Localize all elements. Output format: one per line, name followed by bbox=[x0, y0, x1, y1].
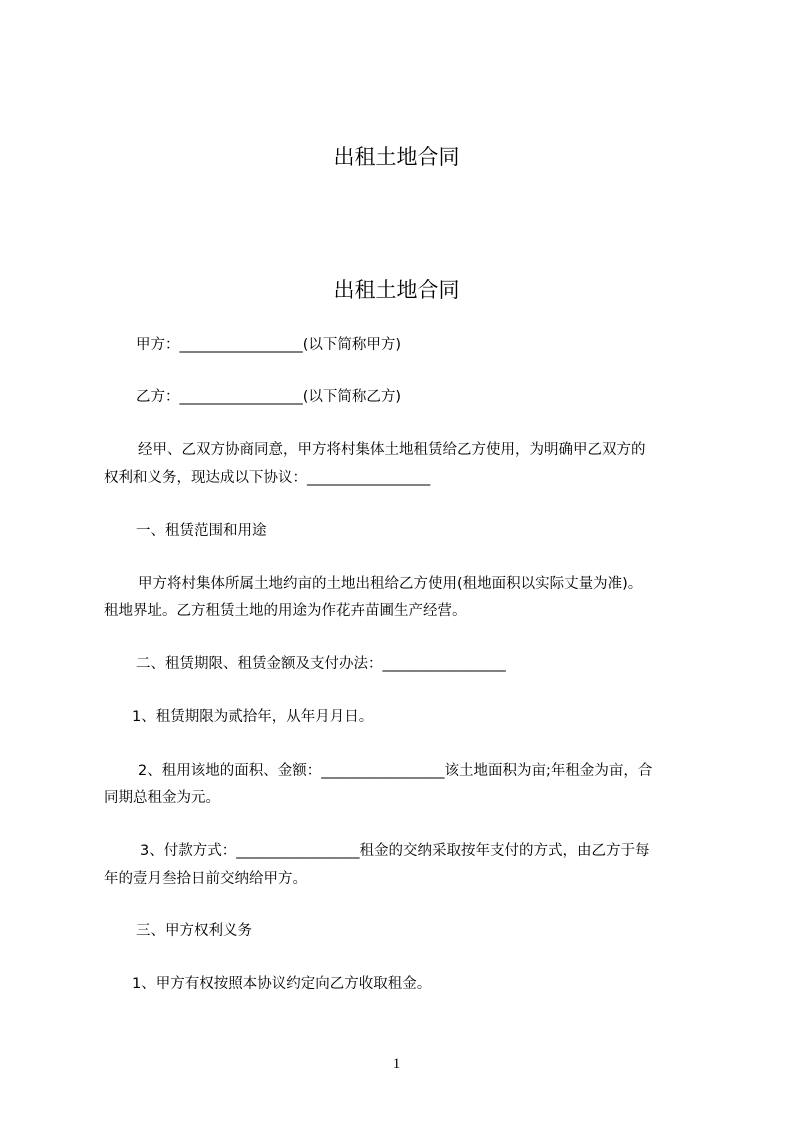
area-amount-item-line-2: 同期总租金为元。 bbox=[104, 790, 220, 806]
section-1-paragraph-line-1: 甲方将村集体所属土地约亩的土地出租给乙方使用(租地面积以实际丈量为准)。 bbox=[138, 576, 643, 592]
section-3-heading: 三、甲方权利义务 bbox=[136, 923, 252, 939]
section-2-heading: 二、租赁期限、租赁金额及支付办法：_________________ bbox=[136, 656, 506, 672]
section-1-heading: 一、租赁范围和用途 bbox=[136, 523, 267, 539]
page-number: 1 bbox=[392, 1056, 401, 1072]
payment-method-item-line-1: 3、付款方式：_________________租金的交纳采取按年支付的方式，由乙方于每 bbox=[140, 843, 650, 859]
main-title: 出租土地合同 bbox=[333, 278, 460, 302]
party-a-rights-item: 1、甲方有权按照本协议约定向乙方收取租金。 bbox=[132, 976, 432, 992]
lease-term-item: 1、租赁期限为贰拾年，从年月月日。 bbox=[132, 709, 374, 725]
intro-paragraph-line-1: 经甲、乙双方协商同意，甲方将村集体土地租赁给乙方使用，为明确甲乙双方的 bbox=[138, 442, 646, 458]
intro-paragraph-line-2: 权利和义务，现达成以下协议：_________________ bbox=[104, 470, 431, 486]
payment-method-item-line-2: 年的壹月叁拾日前交纳给甲方。 bbox=[104, 871, 307, 887]
area-amount-item-line-1: 2、租用该地的面积、金额：_________________该土地面积为亩;年租金为亩，合 bbox=[138, 763, 653, 779]
header-title: 出租土地合同 bbox=[333, 145, 460, 169]
party-b-line: 乙方：_________________(以下简称乙方) bbox=[136, 389, 402, 405]
party-a-line: 甲方：_________________(以下简称甲方) bbox=[136, 337, 402, 353]
section-1-paragraph-line-2: 租地界址。乙方租赁土地的用途为作花卉苗圃生产经营。 bbox=[104, 603, 467, 619]
